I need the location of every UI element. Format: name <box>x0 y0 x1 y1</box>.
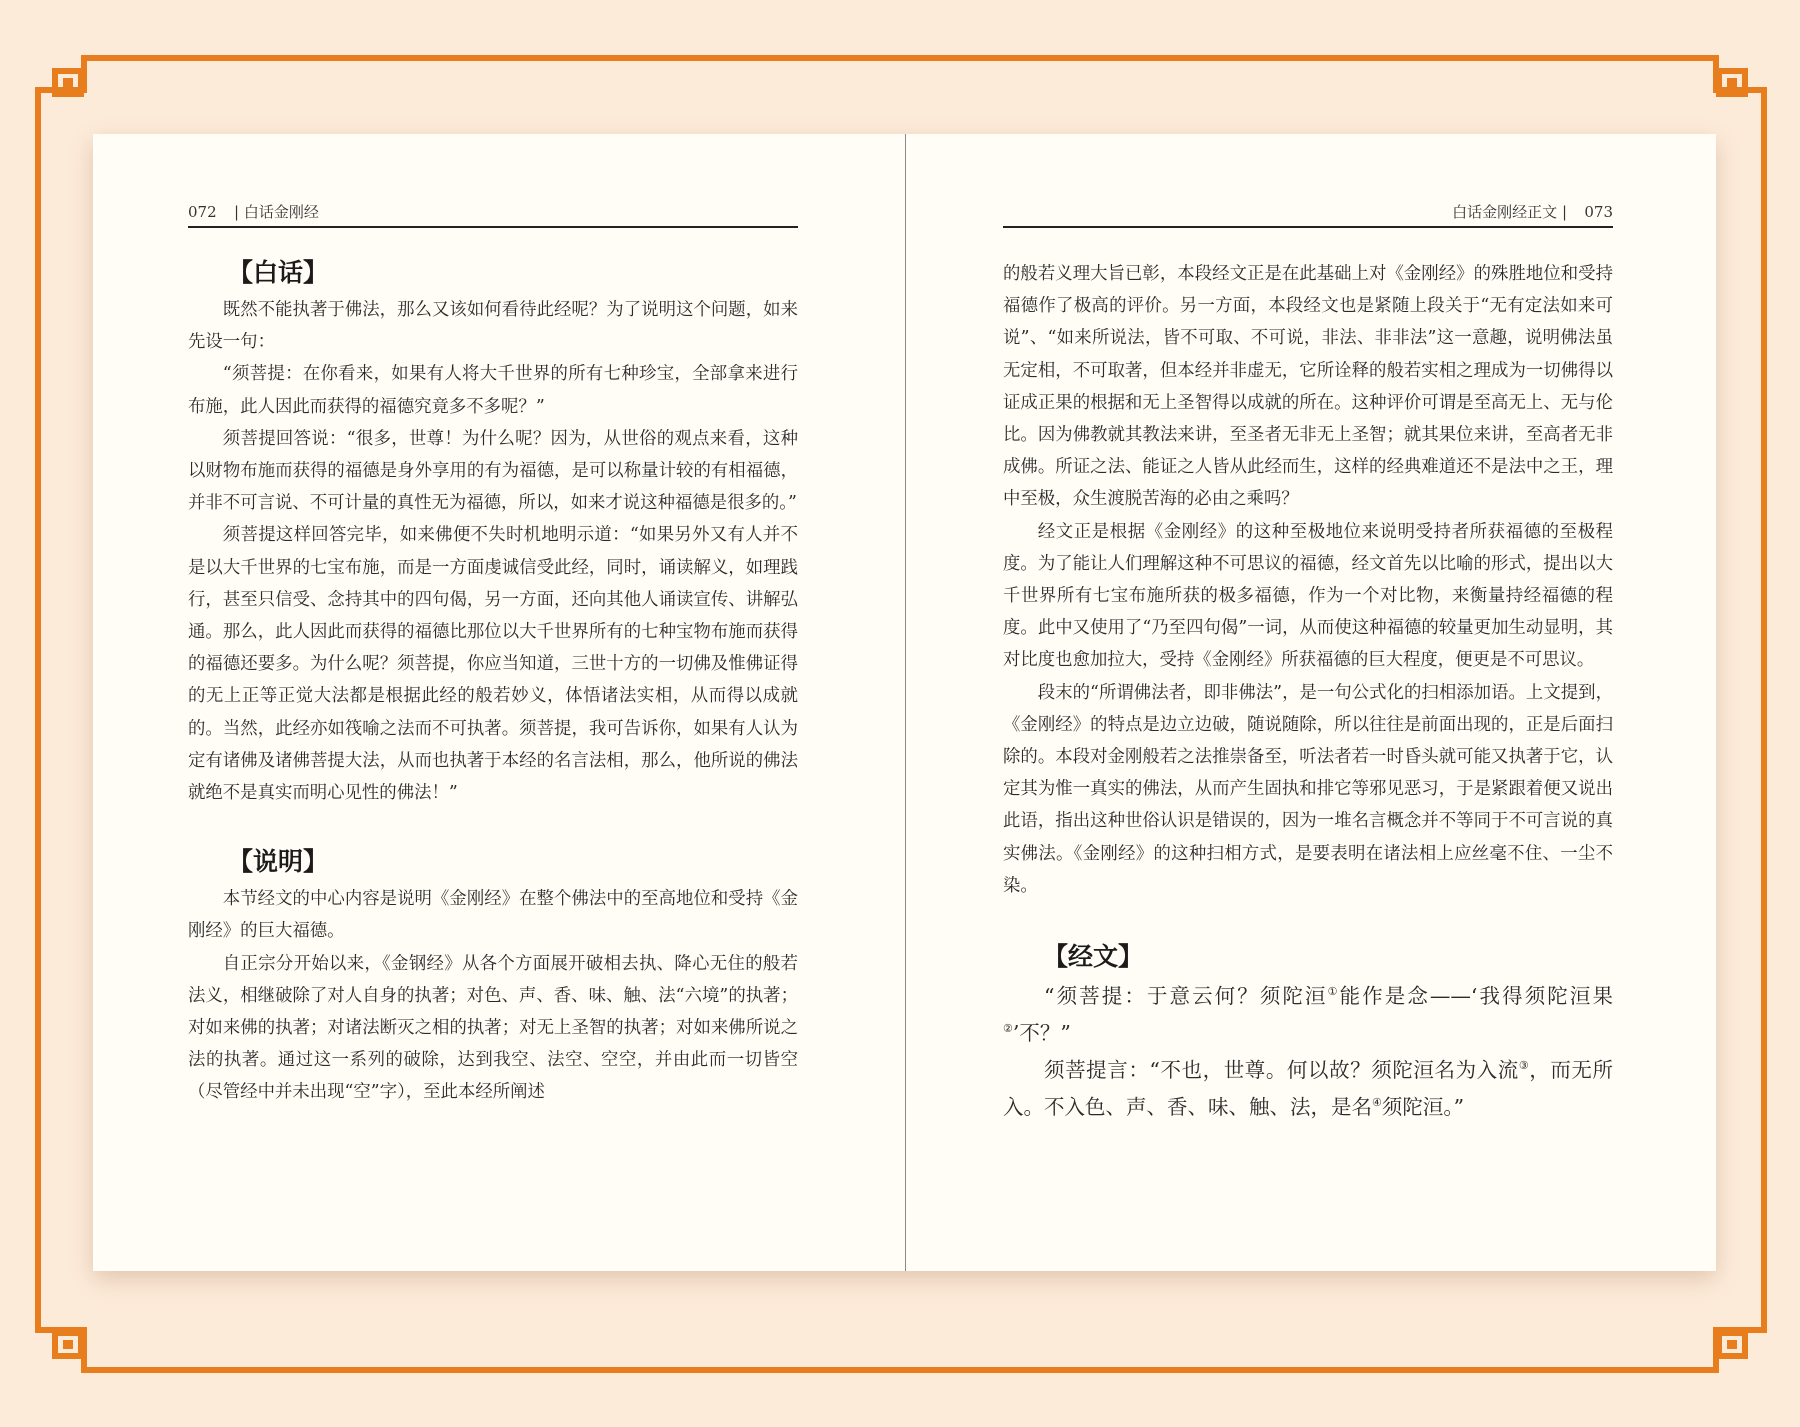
paragraph: 自正宗分开始以来，《金钢经》从各个方面展开破相去执、降心无住的般若法义，相继破除了对人自身的执著；对色、声、香、味、触、法“六境”的执著；对如来佛的执著；对诸法断灭之相的执著；对无上圣智的执著；对如来佛所说之法的执著。通过这一系列的破除，达到我空、法空、空空，并由此而一切皆空（尽管经中并未出现“空”字），至此本经所阐述 <box>188 953 798 1103</box>
section-heading-shuoming: 【说明】 <box>228 847 329 877</box>
running-head-right <box>1003 200 1613 228</box>
footnote-marker[interactable]: ④ <box>1372 1096 1382 1110</box>
page-gutter <box>905 134 906 1271</box>
footnote-marker[interactable]: ① <box>1327 985 1340 999</box>
paragraph: 须菩提回答说：“很多，世尊！为什么呢？因为，从世俗的观点来看，这种以财物布施而获得的福德是身外享用的有为福德，是可以称量计较的有相福德，并非不可言说、不可计量的真性无为福德，所以，如来才说这种福德是很多的。” <box>188 428 798 514</box>
sutra-paragraph: “须菩提：于意云何？须陀洹①能作是念——‘我得须陀洹果②’不？” <box>1003 984 1613 1046</box>
sutra-paragraph: 须菩提言：“不也，世尊。何以故？须陀洹名为入流③，而无所入。不入色、声、香、味、触、法，是名④须陀洹。” <box>1003 1058 1614 1120</box>
right-page <box>1003 134 1613 1271</box>
paragraph: “须菩提：在你看来，如果有人将大千世界的所有七种珍宝，全部拿来进行布施，此人因此而获得的福德究竟多不多呢？” <box>188 364 798 417</box>
book-spread <box>93 134 1716 1271</box>
paragraph: 段末的“所谓佛法者，即非佛法”，是一句公式化的扫相添加语。上文提到，《金刚经》的特点是边立边破，随说随除，所以往往是前面出现的，正是后面扫除的。本段对金刚般若之法推崇备至，听法者若一时昏头就可能又执著于它，认定其为惟一真实的佛法，从而产生固执和排它等邪见恶习，于是紧跟着便又说出此语，指出这种世俗认识是错误的，因为一堆名言概念并不等同于不可言说的真实佛法。《金刚经》的这种扫相方式，是要表明在诸法相上应丝毫不住、一尘不染。 <box>1003 682 1613 896</box>
page-number: 073 <box>1584 203 1613 221</box>
left-page <box>188 134 798 1271</box>
paragraph: 须菩提这样回答完毕，如来佛便不失时机地明示道：“如果另外又有人并不是以大千世界的七宝布施，而是一方面虔诚信受此经，同时，诵读解义，如理践行，甚至只信受、念持其中的四句偈，另一方面，还向其他人诵读宣传、讲解弘通。那么，此人因此而获得的福德比那位以大千世界所有的七种宝物布施而获得的福德还要多。为什么呢？须菩提，你应当知道，三世十方的一切佛及惟佛证得的无上正等正觉大法都是根据此经的般若妙义，体悟诸法实相，从而得以成就的。当然，此经亦如筏喻之法而不可执著。须菩提，我可告诉你，如果有人认为定有诸佛及诸佛菩提大法，从而也执著于本经的名言法相，那么，他所说的佛法就绝不是真实而明心见性的佛法！” <box>188 525 798 804</box>
paragraph: 经文正是根据《金刚经》的这种至极地位来说明受持者所获福德的至极程度。为了能让人们理解这种不可思议的福德，经文首先以比喻的形式，提出以大千世界所有七宝布施所获的极多福德，作为一个对比物，来衡量持经福德的程度。此中又使用了“乃至四句偈”一词，从而使这种福德的较量更加生动显明，其对比度也愈加拉大，受持《金刚经》所获福德的巨大程度，便更是不可思议。 <box>1003 521 1613 671</box>
section-heading-jingwen: 【经文】 <box>1043 942 1144 972</box>
paragraph: 的般若义理大旨已彰，本段经文正是在此基础上对《金刚经》的殊胜地位和受持福德作了极高的评价。另一方面，本段经文也是紧随上段关于“无有定法如来可说”、“如来所说法，皆不可取、不可说，非法、非非法”这一意趣，说明佛法虽无定相，不可取著，但本经并非虚无，它所诠释的般若实相之理成为一切佛得以证成正果的根据和无上圣智得以成就的所在。这种评价可谓是至高无上、无与伦比。因为佛教就其教法来讲，至圣者无非无上圣智；就其果位来讲，至高者无非成佛。所证之法、能证之人皆从此经而生，这样的经典难道还不是法中之王，理中至极，众生渡脱苦海的必由之乘吗？ <box>1003 264 1613 510</box>
sutra-text <box>1003 978 1613 1126</box>
running-title: 白话金刚经正文 | <box>1452 203 1567 221</box>
left-body <box>188 254 798 1109</box>
footnote-marker[interactable]: ② <box>1003 1022 1013 1036</box>
running-title: | 白话金刚经 <box>234 203 319 221</box>
paragraph: 既然不能执著于佛法，那么又该如何看待此经呢？为了说明这个问题，如来先设一句： <box>188 300 798 353</box>
section-heading-baihua: 【白话】 <box>228 258 329 287</box>
running-head-left <box>188 200 798 228</box>
paragraph: 本节经文的中心内容是说明《金刚经》在整个佛法中的至高地位和受持《金刚经》的巨大福德。 <box>188 889 798 942</box>
footnote-marker[interactable]: ③ <box>1518 1059 1530 1073</box>
right-body <box>1003 258 1613 1126</box>
page-number: 072 <box>188 203 217 221</box>
